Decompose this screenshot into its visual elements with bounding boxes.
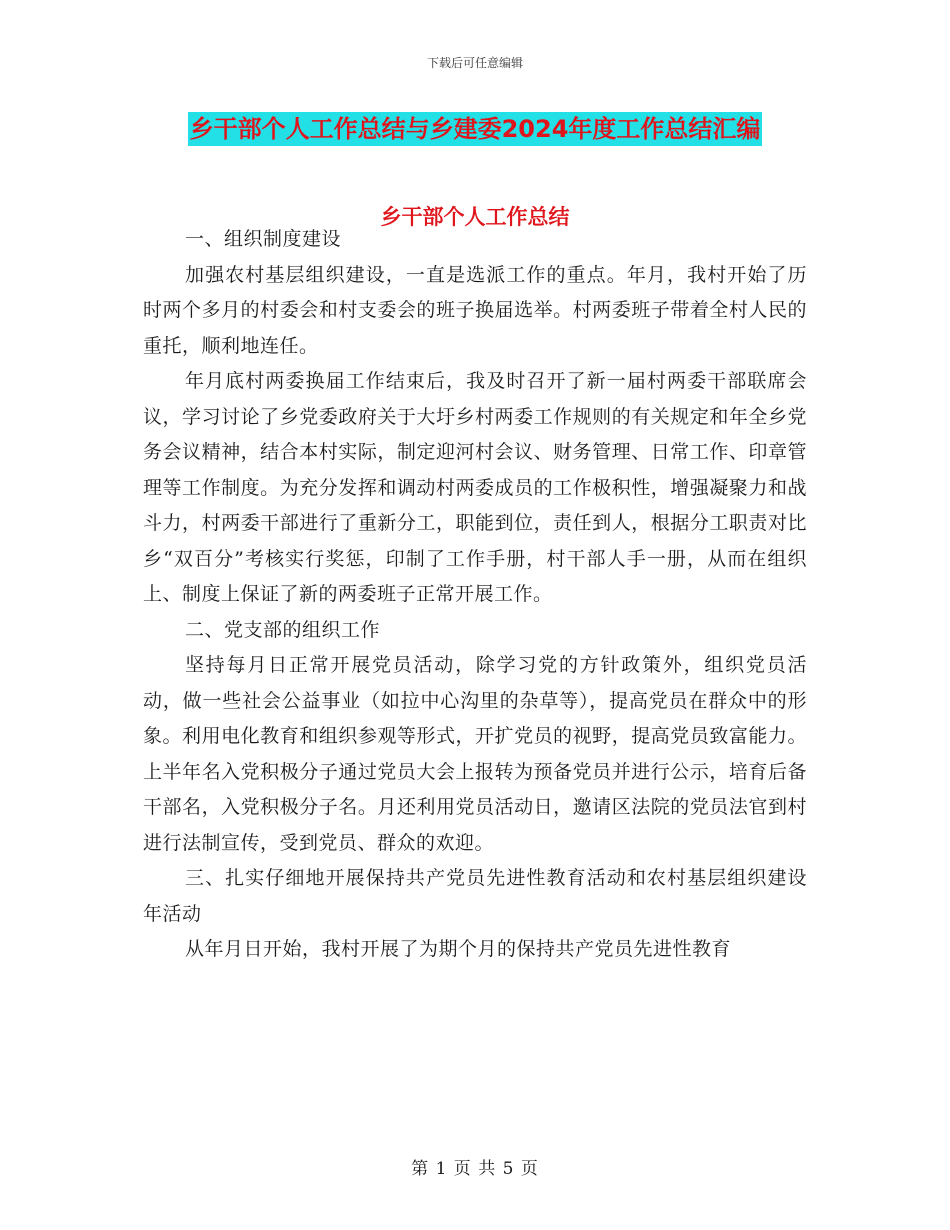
document-title-text: 乡干部个人工作总结与乡建委2024年度工作总结汇编 — [188, 112, 763, 146]
section-heading-2: 二、党支部的组织工作 — [185, 618, 381, 641]
section-title: 乡干部个人工作总结 — [380, 205, 570, 229]
page-header-note: 下载后可任意编辑 — [426, 56, 523, 70]
body-paragraph: 加强农村基层组织建设，一直是选派工作的重点。年月，我村开始了历时两个多月的村委会和村支委会的班子换届选举。村两委班子带着全村人民的重托，顺利地连任。 — [143, 263, 807, 357]
section-heading-3: 三、扎实仔细地开展保持共产党员先进性教育活动和农村基层组织建设年活动 — [143, 867, 807, 925]
section-heading-1: 一、组织制度建设 — [185, 228, 342, 250]
body-paragraph: 从年月日开始，我村开展了为期个月的保持共产党员先进性教育 — [185, 938, 732, 960]
page-number: 第 1 页 共 5 页 — [411, 1159, 539, 1179]
document-title — [0, 112, 950, 146]
body-paragraph: 年月底村两委换届工作结束后，我及时召开了新一届村两委干部联席会议，学习讨论了乡党委政府关于大圩乡村两委工作规则的有关规定和年全乡党务会议精神，结合本村实际，制定迎河村会议、财务管理、日常工作、印章管理等工作制度。为充分发挥和调动村两委成员的工作极积性，增强凝聚力和战斗力，村两委干部进行了重新分工，职能到位，责任到人，根据分工职责对比乡“双百分”考核实行奖惩，印制了工作手册，村干部人手一册，从而在组织上、制度上保证了新的两委班子正常开展工作。 — [143, 370, 807, 605]
document-body — [143, 222, 807, 968]
body-paragraph: 坚持每月日正常开展党员活动，除学习党的方针政策外，组织党员活动，做一些社会公益事业（如拉中心沟里的杂草等），提高党员在群众中的形象。利用电化教育和组织参观等形式，开扩党员的视野，提高党员致富能力。上半年名入党积极分子通过党员大会上报转为预备党员并进行公示，培育后备干部名，入党积极分子名。月还利用党员活动日，邀请区法院的党员法官到村进行法制宣传，受到党员、群众的欢迎。 — [143, 654, 807, 854]
